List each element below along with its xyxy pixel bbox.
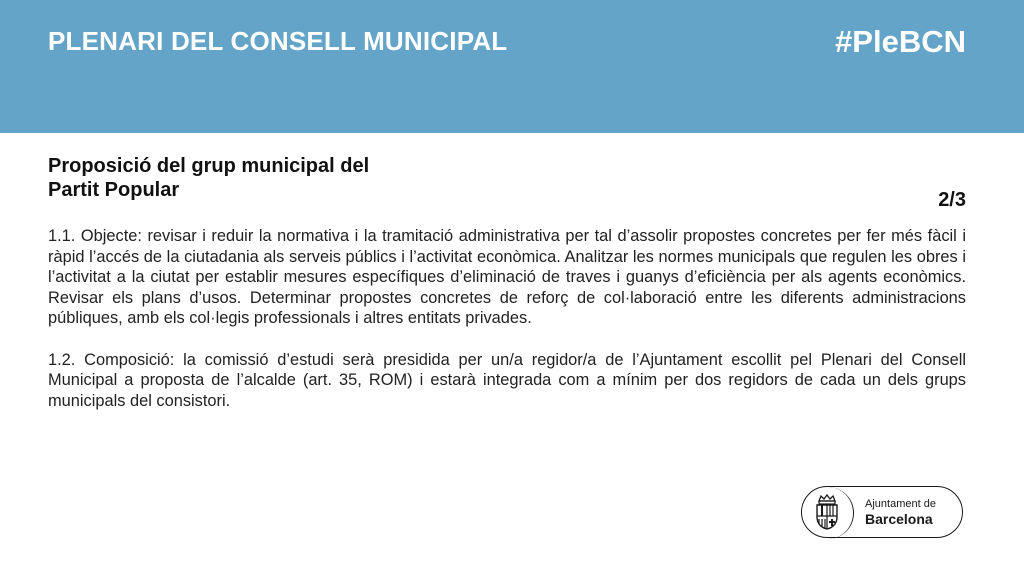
slide-title (48, 154, 568, 202)
header-banner (0, 0, 1024, 133)
slide-title-line1: Proposició del grup municipal del (48, 155, 370, 177)
ajuntament-logo (801, 486, 963, 538)
body-text (48, 226, 966, 432)
hashtag: #PleBCN (835, 24, 966, 59)
paragraph-composicio: 1.2. Composició: la comissió d’estudi serà presidida per un/a regidor/a de l’Ajuntament escollit pel Plenari del Consell Municipal a proposta de l’alcalde (art. 35, ROM) i estarà integrada com a mínim per dos regidors de cada un dels grups municipals del consistori. (48, 350, 966, 410)
logo-text-line2: Barcelona (865, 511, 933, 527)
header-title: PLENARI DEL CONSELL MUNICIPAL (48, 26, 508, 56)
barcelona-coat-of-arms-icon (802, 487, 854, 539)
page-counter: 2/3 (938, 189, 966, 211)
slide-title-line2: Partit Popular (48, 179, 180, 201)
logo-text-line1: Ajuntament de (865, 498, 936, 510)
paragraph-objecte: 1.1. Objecte: revisar i reduir la normativa i la tramitació administrativa per tal d’assolir propostes concretes per fer més fàcil i ràpid l’accés de la ciutadania als serveis públics i l’activitat econòmica. Analitzar les normes municipals que regulen les obres i l’activitat a la ciutat per establir mesures específiques d’eliminació de traves i guanys d’eficiència per als agents econòmics. Revisar els plans d’usos. Determinar propostes concretes de reforç de col·laboració entre les diferents administracions públiques, amb els col·legis professionals i altres entitats privades. (48, 227, 966, 328)
